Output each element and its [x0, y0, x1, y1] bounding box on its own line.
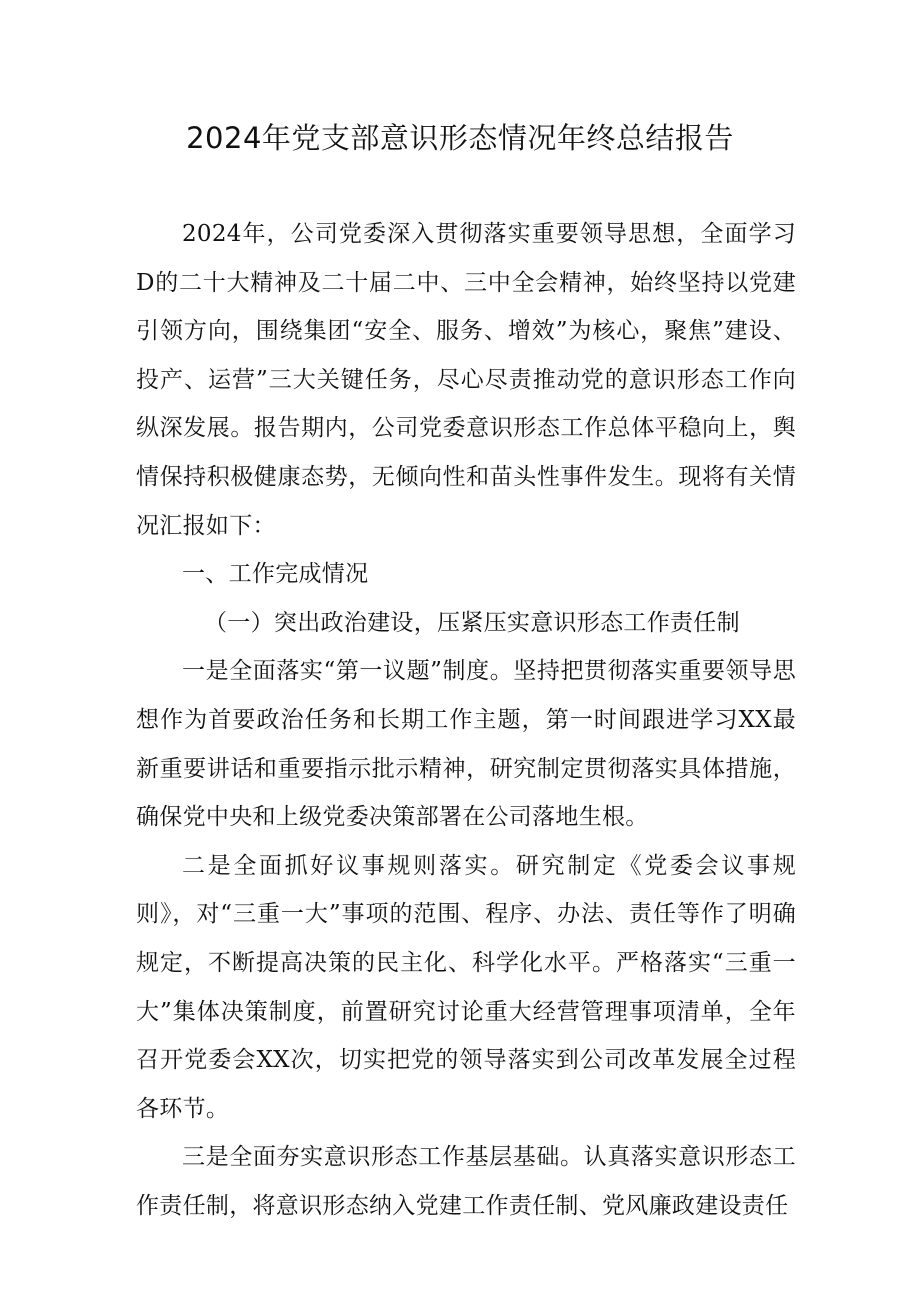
- intro-paragraph: 2024年，公司党委深入贯彻落实重要领导思想，全面学习D的二十大精神及二十届二中、三中全会精神，始终坚持以党建引领方向，围绕集团“安全、服务、增效”为核心，聚焦”建设、投产、运营”三大关键任务，尽心尽责推动党的意识形态工作向纵深发展。报告期内，公司党委意识形态工作总体平稳向上，舆情保持积极健康态势，无倾向性和苗头性事件发生。现将有关情况汇报如下：: [136, 221, 796, 539]
- body-paragraph-2: 二是全面抓好议事规则落实。研究制定《党委会议事规则》，对“三重一大”事项的范围、程序、办法、责任等作了明确规定，不断提高决策的民主化、科学化水平。严格落实“三重一大”集体决策制度，前置研究讨论重大经营管理事项清单，全年召开党委会XX次，切实把党的领导落实到公司改革发展全过程各环节。: [136, 852, 796, 1122]
- subsection-heading: （一）突出政治建设，压紧压实意识形态工作责任制: [204, 609, 740, 636]
- section-heading: 一、工作完成情况: [182, 561, 369, 588]
- body-paragraph-1: 一是全面落实“第一议题”制度。坚持把贯彻落实重要领导思想作为首要政治任务和长期工作主题，第一时间跟进学习XX最新重要讲话和重要指示批示精神，研究制定贯彻落实具体措施，确保党中央和上级党委决策部署在公司落地生根。: [136, 658, 796, 831]
- document-title: 2024年党支部意识形态情况年终总结报告: [186, 121, 734, 155]
- body-paragraph-3: 三是全面夯实意识形态工作基层基础。认真落实意识形态工作责任制，将意识形态纳入党建工作责任制、党风廉政建设责任: [136, 1144, 796, 1219]
- document-body: [136, 210, 796, 1230]
